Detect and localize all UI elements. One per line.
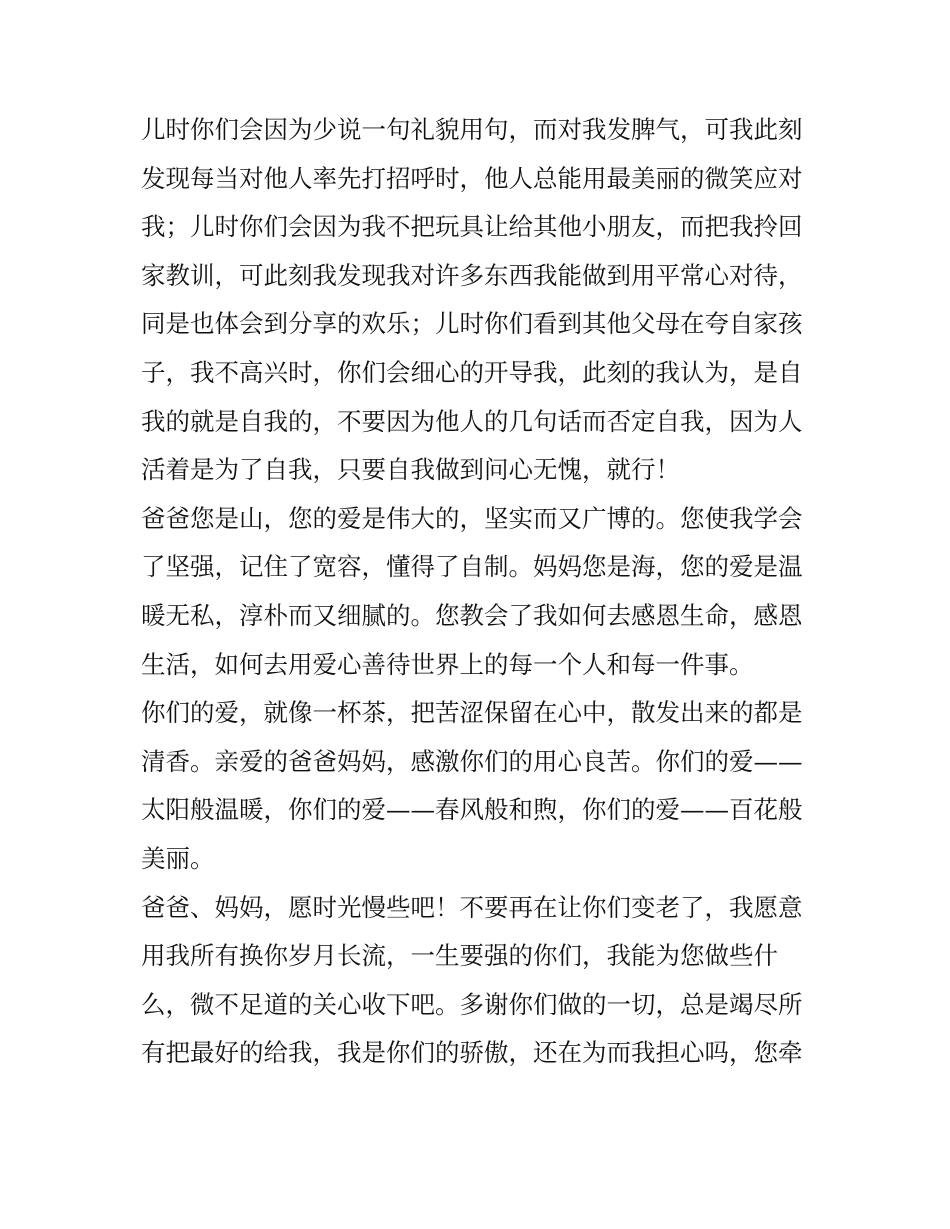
text-line: 太阳般温暖，你们的爱——春风般和煦，你们的爱——百花般 bbox=[141, 795, 803, 825]
text-line: 家教训，可此刻我发现我对许多东西我能做到用平常心对待， bbox=[141, 260, 803, 290]
text-line: 清香。亲爱的爸爸妈妈，感激你们的用心良苦。你们的爱—— bbox=[141, 746, 803, 776]
text-line: 发现每当对他人率先打招呼时，他人总能用最美丽的微笑应对 bbox=[141, 163, 803, 193]
text-line: 同是也体会到分享的欢乐；儿时你们看到其他父母在夸自家孩 bbox=[141, 309, 803, 339]
body-text bbox=[141, 106, 821, 1078]
text-line: 有把最好的给我，我是你们的骄傲，还在为而我担心吗，您牵 bbox=[141, 1038, 803, 1068]
text-line: 爸爸您是山，您的爱是伟大的，坚实而又广博的。您使我学会 bbox=[141, 503, 803, 533]
text-line: 么，微不足道的关心收下吧。多谢你们做的一切，总是竭尽所 bbox=[141, 989, 803, 1019]
text-line: 了坚强，记住了宽容，懂得了自制。妈妈您是海，您的爱是温 bbox=[141, 552, 803, 582]
text-line: 子，我不高兴时，你们会细心的开导我，此刻的我认为，是自 bbox=[141, 357, 803, 387]
text-line: 你们的爱，就像一杯茶，把苦涩保留在心中，散发出来的都是 bbox=[141, 698, 803, 728]
text-line: 我；儿时你们会因为我不把玩具让给其他小朋友，而把我拎回 bbox=[141, 212, 803, 242]
text-line: 活着是为了自我，只要自我做到问心无愧，就行！ bbox=[141, 455, 680, 485]
text-line: 生活，如何去用爱心善待世界上的每一个人和每一件事。 bbox=[141, 649, 754, 679]
text-line: 儿时你们会因为少说一句礼貌用句，而对我发脾气，可我此刻 bbox=[141, 115, 803, 144]
text-line: 暖无私，淳朴而又细腻的。您教会了我如何去感恩生命，感恩 bbox=[141, 600, 803, 630]
text-line: 美丽。 bbox=[141, 843, 215, 873]
text-line: 用我所有换你岁月长流，一生要强的你们，我能为您做些什 bbox=[141, 941, 778, 971]
text-line: 我的就是自我的，不要因为他人的几句话而否定自我，因为人 bbox=[141, 406, 803, 436]
text-line: 爸爸、妈妈，愿时光慢些吧！不要再在让你们变老了，我愿意 bbox=[141, 892, 803, 922]
